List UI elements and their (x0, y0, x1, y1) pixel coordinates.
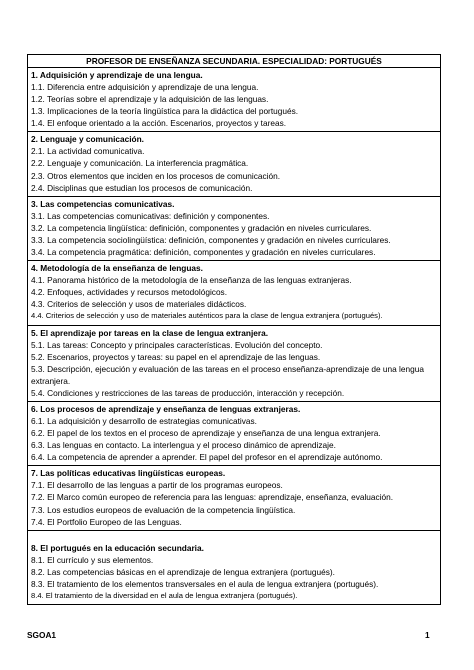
section-item: 4.1. Panorama histórico de la metodología de la enseñanza de las lenguas extranjeras. (31, 275, 352, 286)
section-heading: 6. Los procesos de aprendizaje y enseñanza de lenguas extranjeras. (31, 403, 301, 414)
section-item: 6.3. Las lenguas en contacto. La interlengua y el proceso dinámico de aprendizaje. (31, 440, 336, 451)
section-item: 8.3. El tratamiento de los elementos transversales en el aula de lengua extranjera (portugués). (31, 578, 379, 589)
topic-section-5 (28, 326, 440, 402)
section-heading: 5. El aprendizaje por tareas en la clase de lengua extranjera. (31, 327, 269, 338)
topic-section-1 (28, 68, 440, 132)
syllabus-table (27, 54, 441, 605)
section-item: 3.1. Las competencias comunicativas: definición y componentes. (31, 210, 270, 221)
section-spacer (31, 532, 437, 542)
section-item: 1.3. Implicaciones de la teoría lingüística para la didáctica del portugués. (31, 106, 299, 117)
section-item: 3.2. La competencia lingüística: definición, componentes y gradación en niveles curriculares. (31, 222, 372, 233)
section-item: 2.2. Lenguaje y comunicación. La interferencia pragmática. (31, 158, 249, 169)
topic-section-8 (28, 531, 440, 604)
topic-section-7 (28, 466, 440, 530)
section-item: 4.2. Enfoques, actividades y recursos metodológicos. (31, 287, 228, 298)
section-item: 7.4. El Portfolio Europeo de las Lenguas. (31, 516, 182, 527)
section-heading: 2. Lenguaje y comunicación. (31, 134, 144, 145)
section-item: 2.3. Otros elementos que inciden en los procesos de comunicación. (31, 170, 281, 181)
section-item: 5.4. Condiciones y restricciones de las tareas de producción, interacción y recepción. (31, 387, 345, 398)
section-item: 3.3. La competencia sociolingüística: definición, componentes y gradación en niveles curriculares. (31, 234, 391, 245)
section-heading: 4. Metodología de la enseñanza de lenguas. (31, 263, 203, 274)
section-item: 8.4. El tratamiento de la diversidad en el aula de lengua extranjera (portugués). (31, 591, 298, 600)
section-item: 4.4. Criterios de selección y uso de materiales auténticos para la clase de lengua extranjera (portugués). (31, 311, 383, 321)
section-item: 1.2. Teorías sobre el aprendizaje y la adquisición de las lenguas. (31, 94, 269, 105)
section-heading: 3. Las competencias comunicativas. (31, 198, 175, 209)
topic-section-3 (28, 197, 440, 261)
topic-section-4 (28, 261, 440, 325)
section-item: 6.4. La competencia de aprender a aprender. El papel del profesor en el aprendizaje autónomo. (31, 452, 383, 463)
section-item: 7.1. El desarrollo de las lenguas a partir de los programas europeos. (31, 480, 283, 491)
section-item: 7.2. El Marco común europeo de referencia para las lenguas: aprendizaje, enseñanza, evaluación. (31, 492, 394, 503)
section-item: 5.2. Escenarios, proyectos y tareas: su papel en el aprendizaje de las lenguas. (31, 351, 321, 362)
section-item: 1.1. Diferencia entre adquisición y aprendizaje de una lengua. (31, 82, 259, 92)
topic-sections (28, 68, 440, 604)
section-item: 7.3. Los estudios europeos de evaluación de la competencia lingüística. (31, 504, 296, 515)
footer-code: SGOA1 (27, 630, 57, 640)
section-item: 2.1. La actividad comunicativa. (31, 146, 145, 157)
section-item: 5.3. Descripción, ejecución y evaluación de las tareas en el proceso enseñanza-aprendizaje de una lengua extranjera. (31, 363, 424, 386)
section-item: 4.3. Criterios de selección y usos de materiales didácticos. (31, 299, 247, 310)
section-heading: 1. Adquisición y aprendizaje de una lengua. (31, 70, 203, 80)
page-number: 1 (425, 630, 430, 640)
section-heading: 7. Las políticas educativas lingüísticas europeas. (31, 468, 226, 479)
topic-section-2 (28, 132, 440, 196)
section-item: 3.4. La competencia pragmática: definición, componentes y gradación en niveles curriculares. (31, 247, 376, 258)
section-item: 8.1. El currículo y sus elementos. (31, 554, 154, 565)
topic-section-6 (28, 402, 440, 466)
section-item: 2.4. Disciplinas que estudian los procesos de comunicación. (31, 182, 253, 193)
document-title: PROFESOR DE ENSEÑANZA SECUNDARIA. ESPECIALIDAD: PORTUGUÉS (28, 55, 440, 68)
section-item: 8.2. Las competencias básicas en el aprendizaje de lengua extranjera (portugués). (31, 566, 335, 577)
section-item: 5.1. Las tareas: Concepto y principales características. Evolución del concepto. (31, 339, 323, 350)
section-item: 1.4. El enfoque orientado a la acción. Escenarios, proyectos y tareas. (31, 118, 287, 129)
section-item: 6.2. El papel de los textos en el proceso de aprendizaje y enseñanza de una lengua extranjera. (31, 428, 381, 439)
section-heading: 8. El portugués en la educación secundaria. (31, 542, 204, 553)
section-item: 6.1. La adquisición y desarrollo de estrategias comunicativas. (31, 415, 257, 426)
